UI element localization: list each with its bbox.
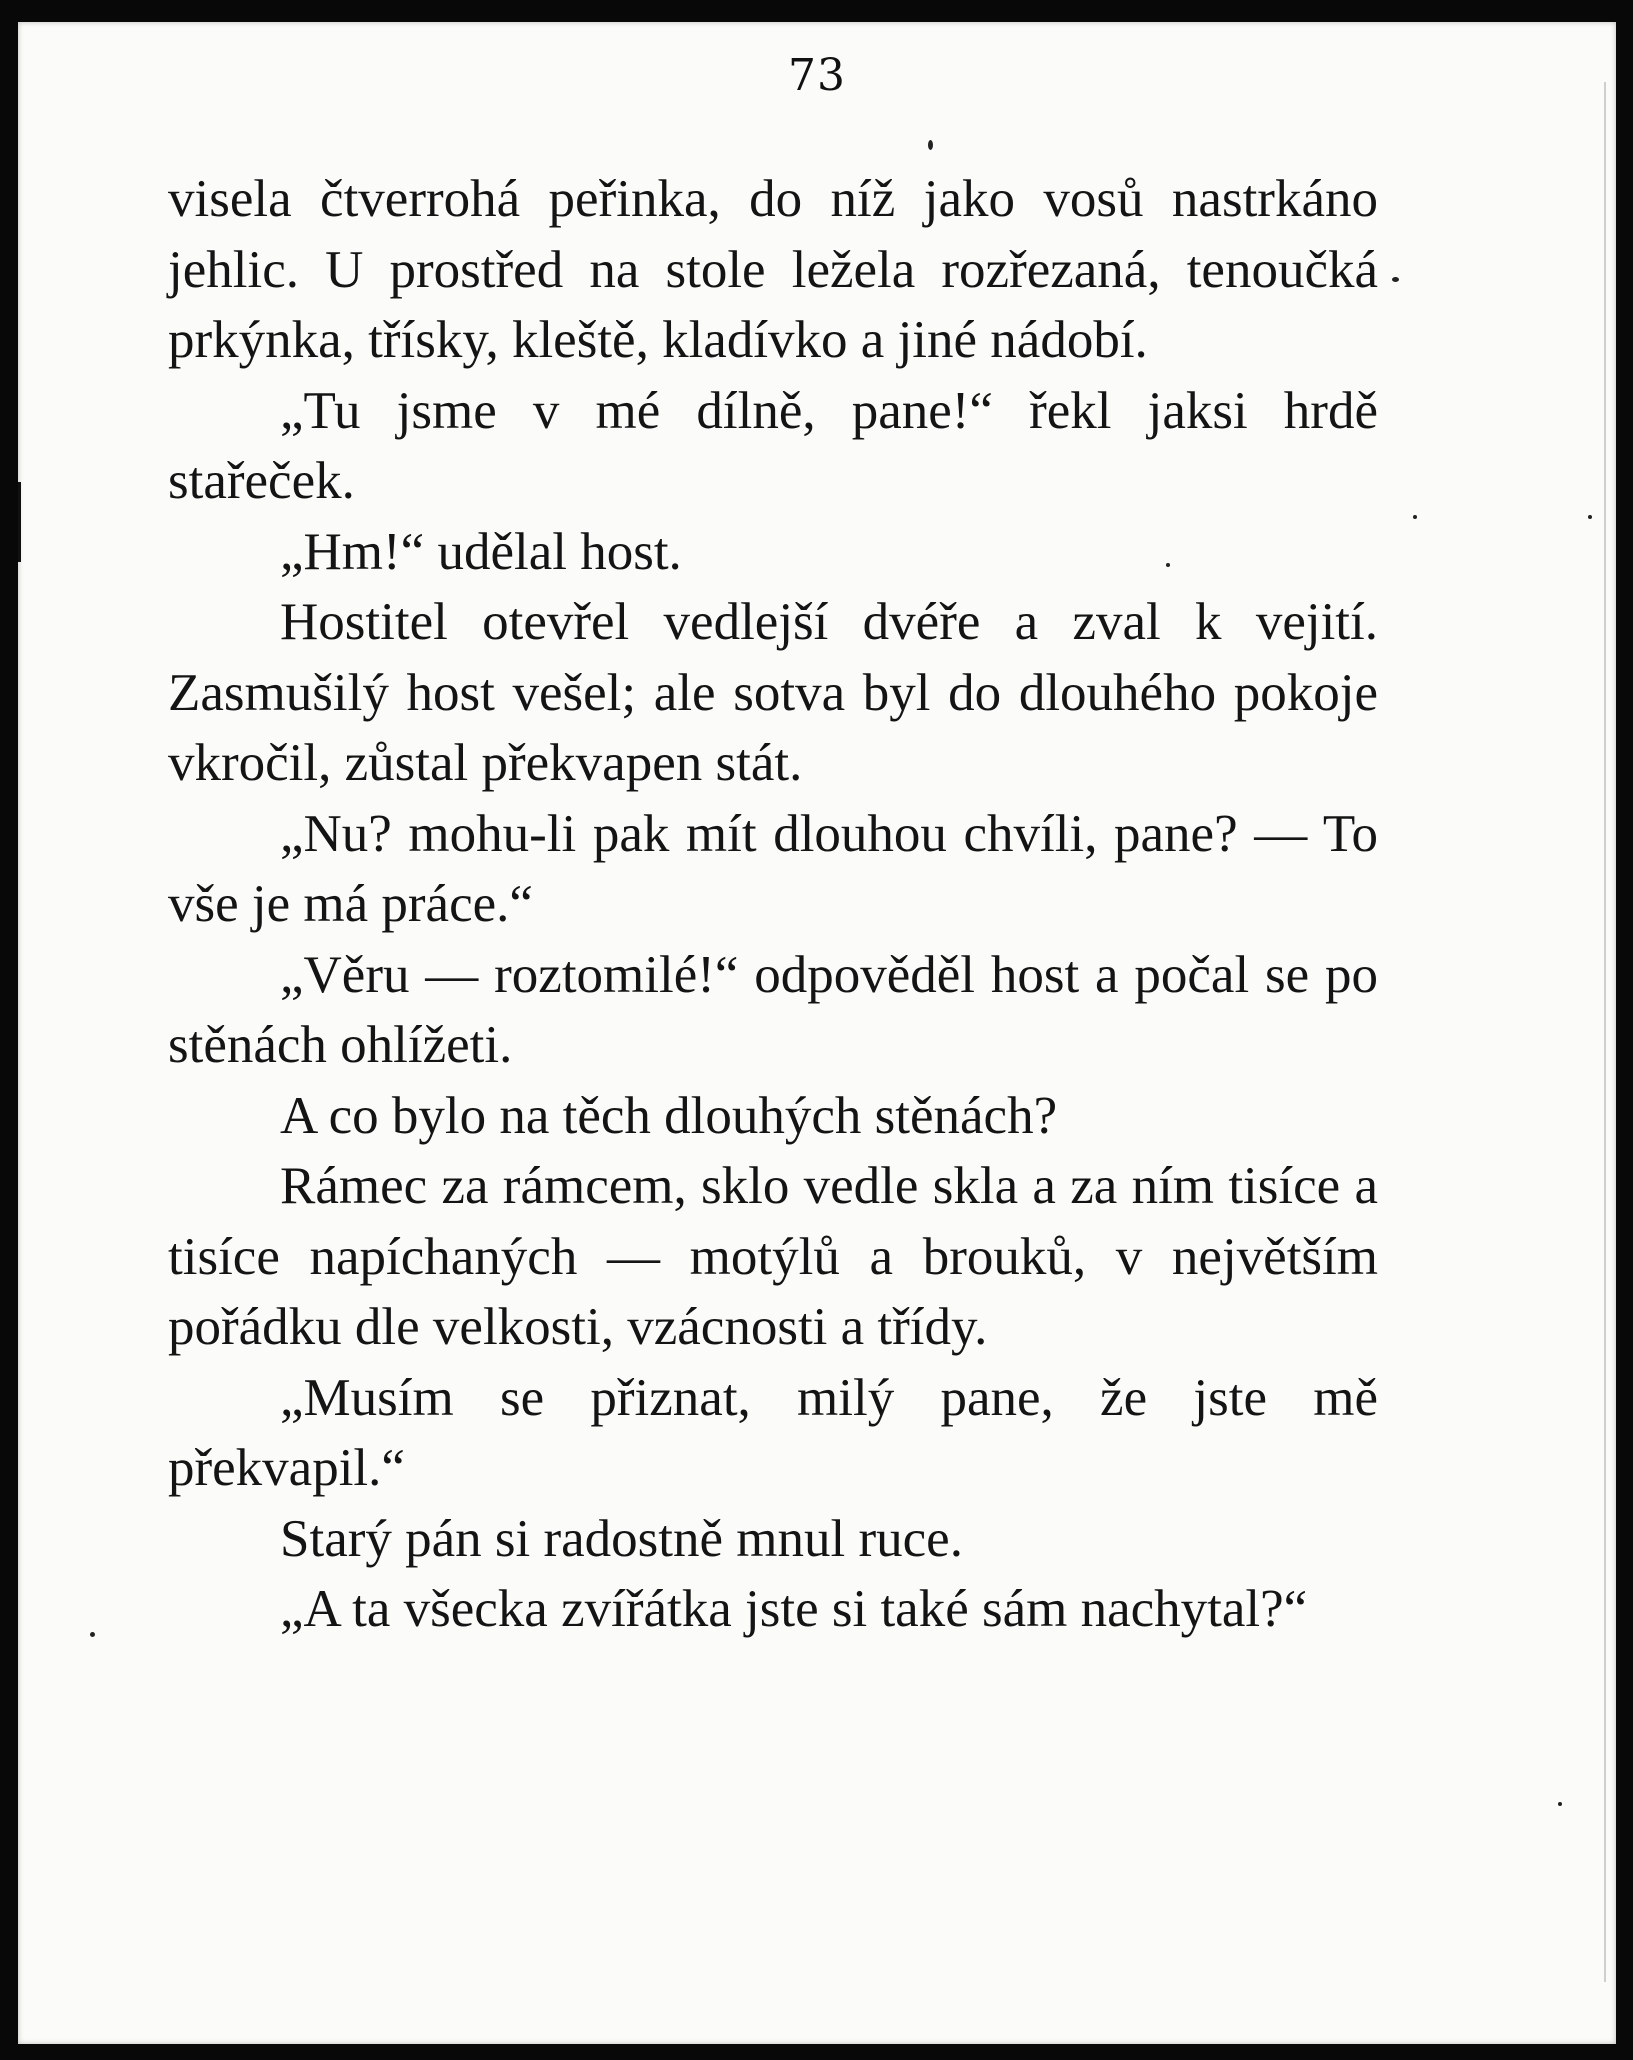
scan-speck <box>90 1632 95 1637</box>
scan-speck <box>928 140 933 150</box>
scan-edge-mark <box>18 482 21 562</box>
paragraph-4: Hostitel otevřel vedlejší dvéře a zval k vejití. Zasmušilý host vešel; ale sotva byl do dlouhého pokoje vkročil, zůstal překvapen stát. <box>168 593 1378 792</box>
scan-speck <box>1588 515 1592 519</box>
body-text <box>168 164 1378 1645</box>
scan-edge-mark <box>1604 82 1606 1982</box>
paragraph-3: „Hm!“ udělal host. <box>280 522 682 581</box>
paragraph-8: Rámec za rámcem, sklo vedle skla a za ním tisíce a tisíce napíchaných — motýlů a brouků, v největším pořádku dle velkosti, vzácnosti a třídy. <box>168 1157 1378 1356</box>
paragraph-7: A co bylo na těch dlouhých stěnách? <box>280 1086 1058 1145</box>
scan-speck <box>1413 515 1417 519</box>
paragraph-10: Starý pán si radostně mnul ruce. <box>280 1509 963 1568</box>
paragraph-6: „Věru — roztomilé!“ odpověděl host a počal se po stěnách ohlížeti. <box>168 945 1378 1074</box>
paragraph-2: „Tu jsme v mé dílně, pane!“ řekl jaksi hrdě stařeček. <box>168 381 1378 510</box>
paragraph-9: „Musím se přiznat, milý pane, že jste mě překvapil.“ <box>168 1368 1378 1497</box>
paragraph-5: „Nu? mohu-li pak mít dlouhou chvíli, pane? — To vše je má práce.“ <box>168 804 1378 933</box>
scan-speck <box>1392 277 1399 282</box>
paragraph-11: „A ta všecka zvířátka jste si také sám nachytal?“ <box>280 1580 1308 1638</box>
scan-speck <box>1166 563 1170 567</box>
scan-speck <box>1558 1802 1562 1806</box>
book-page <box>18 22 1616 2044</box>
paragraph-1: visela čtverrohá peřinka, do níž jako vosů nastrkáno jehlic. U prostřed na stole ležela rozřezaná, tenoučká prkýnka, třísky, kleště, kladívko a jiné nádobí. <box>168 170 1378 369</box>
page-number: 73 <box>788 50 846 101</box>
